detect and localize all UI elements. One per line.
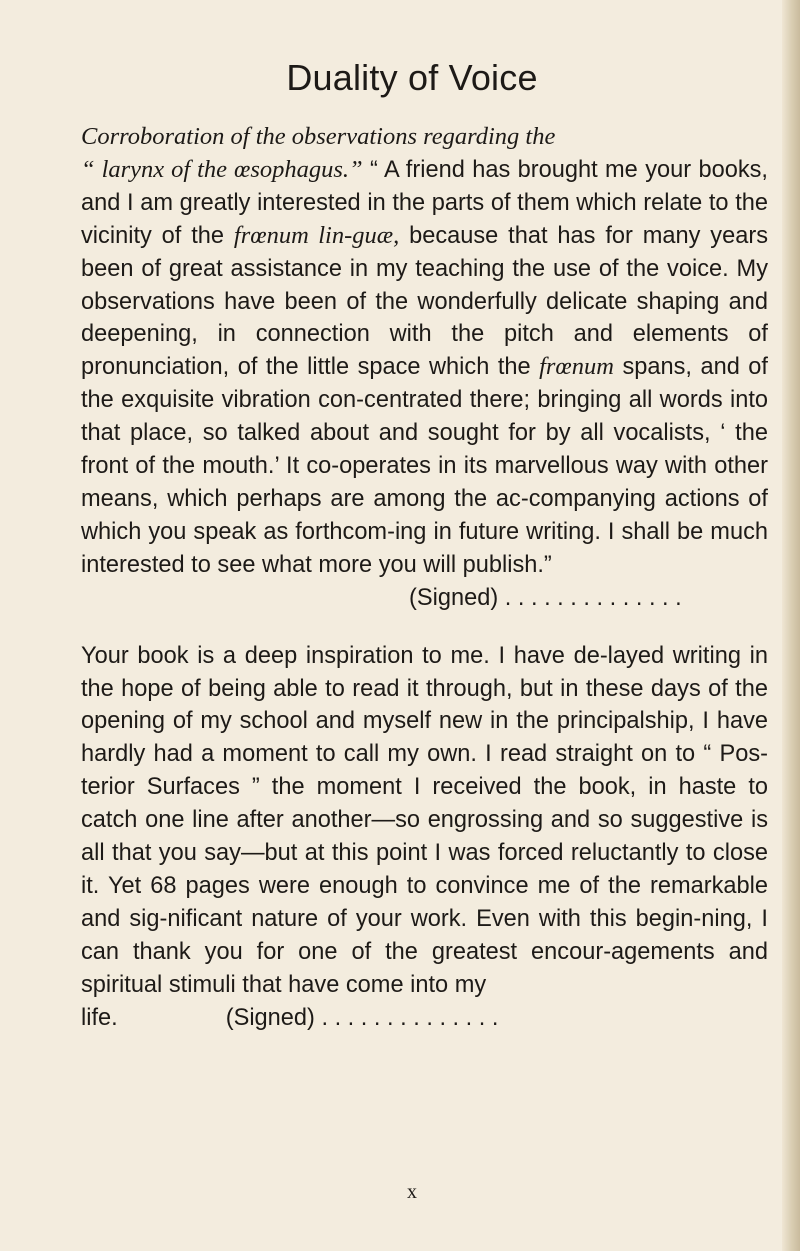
latin-term-frenum: frœnum <box>539 353 614 381</box>
letter-1-text-c: spans, and of the exquisite vibration con-centrated there; bringing all words into that place, so talked about and sought for by all vocalists, ‘ the front of the mouth.’ It co-operates in its marvellous way with other means, which perhaps are among the ac-companying actions of which you speak as forthcom-ing in future writing. I shall be much interested to see what more you will publish.” <box>81 354 768 578</box>
latin-term-frenum-linguae: frœnum lin-guæ, <box>233 221 400 249</box>
italic-heading-part-2: “ larynx of the œsophagus.” <box>81 155 363 183</box>
page-edge <box>782 0 800 1251</box>
closing-line <box>81 1002 768 1035</box>
paragraph-letter-2 <box>56 640 768 1035</box>
letter-1-text-a: “ A friend has brought me your books, and I am greatly interested in the parts of them which relate to the vicinity of the <box>81 156 768 249</box>
page-number: x <box>407 1181 417 1203</box>
running-head: Duality of Voice <box>286 57 538 98</box>
paragraph-letter-1 <box>56 121 768 615</box>
italic-heading-part-1: Corroboration of the observations regarding the <box>81 123 556 150</box>
signature-line-1: (Signed) . . . . . . . . . . . . . . <box>409 584 682 611</box>
signature-line-2: (Signed) . . . . . . . . . . . . . . <box>225 1004 499 1031</box>
letter-2-text: Your book is a deep inspiration to me. I have de-layed writing in the hope of being able to read it through, but in these days of the opening of my school and myself new in the principalship, I have hardly had a moment to call my own. I read straight on to “ Pos-terior Surfaces ” the moment I received the book, in haste to catch one line after another—so engrossing and so suggestive is all that you say—but at this point I was forced reluctantly to close it. Yet 68 pages were enough to convince me of the remarkable and sig-nificant nature of your work. Even with this begin-ning, I can thank you for one of the greatest encour-agements and spiritual stimuli that have come into my <box>81 642 768 998</box>
body-text <box>56 121 768 1034</box>
closing-word: life. <box>81 1004 118 1031</box>
letter-1-text-b: because that has for many years been of great assistance in my teaching the use of the voice. My observations have been of the wonderfully delicate shaping and deepening, in connection with the pitch and elements of pronunciation, of the little space which the <box>81 222 768 381</box>
